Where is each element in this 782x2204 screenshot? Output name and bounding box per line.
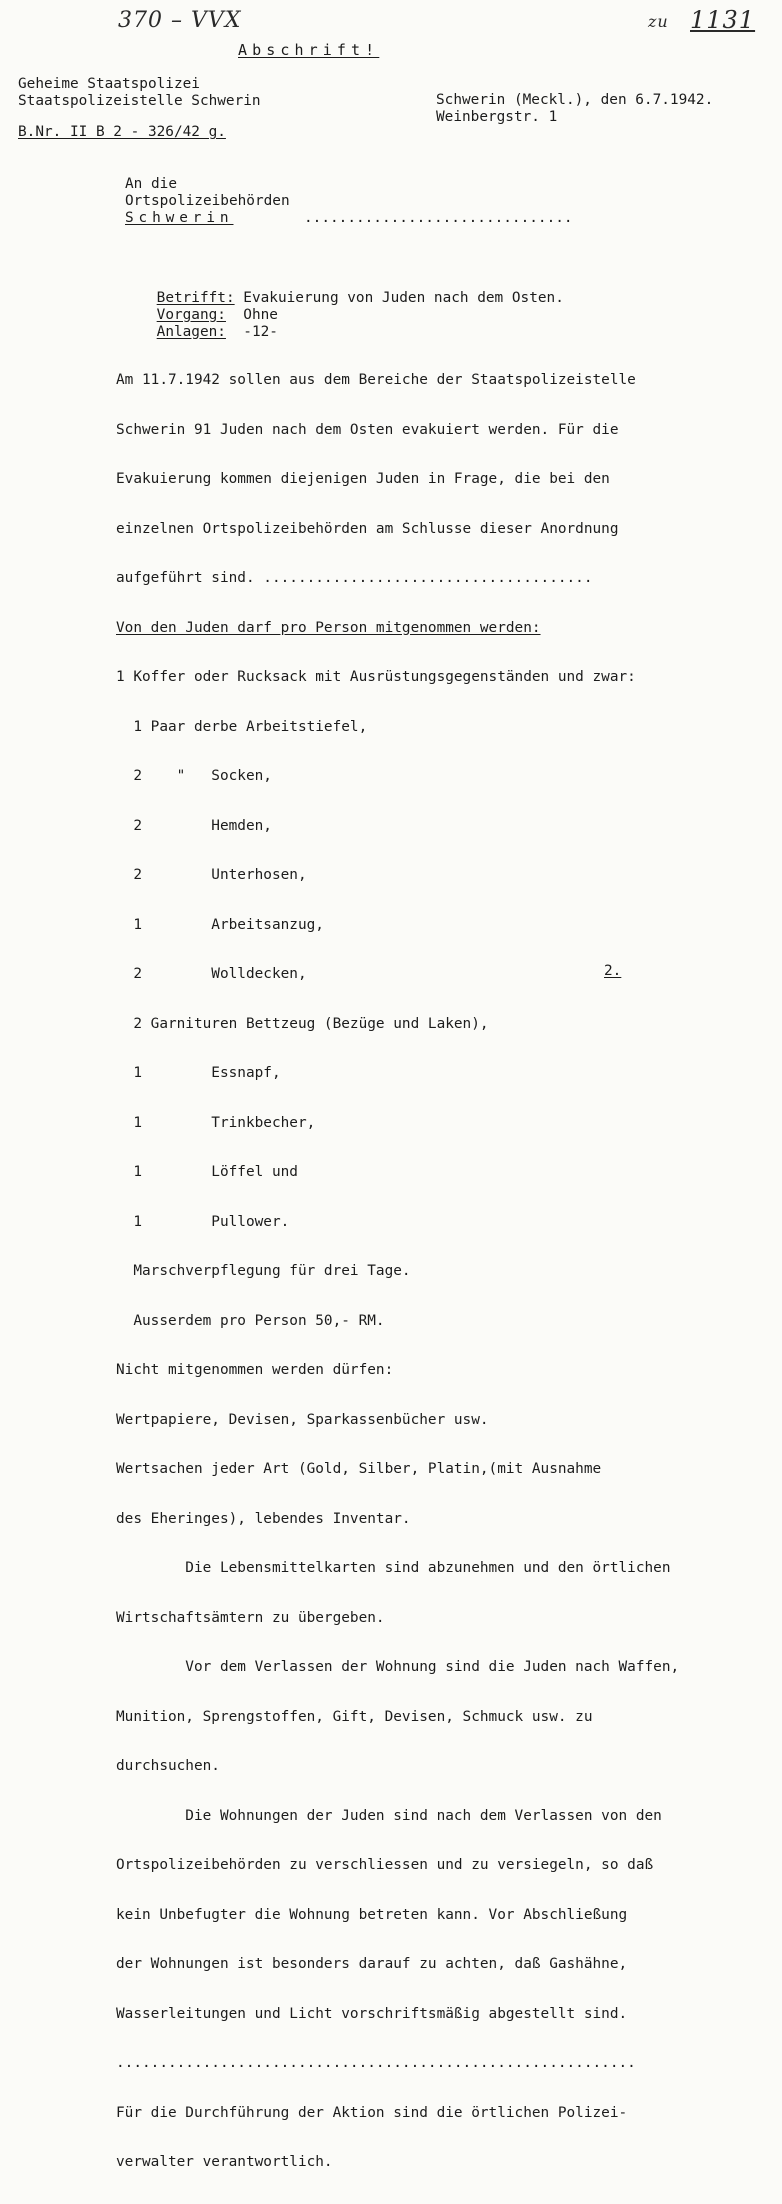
not-allowed-line: Nicht mitgenommen werden dürfen: [116,1362,394,1378]
document-title: Abschrift! [238,41,380,59]
list-item: 1 Koffer oder Rucksack mit Ausrüstungsgegenständen und zwar: [116,669,636,685]
anlagen-label: Anlagen: [156,323,226,340]
ration-cards-line: Wirtschaftsämtern zu übergeben. [116,1609,385,1626]
list-item: 2 Hemden, [116,817,272,834]
reference-number: B.Nr. II B 2 - 326/42 g. [18,124,226,140]
subject-text: Evakuierung von Juden nach dem Osten. [234,289,564,306]
intro-line: Am 11.7.1942 sollen aus dem Bereiche der Staatspolizeistelle [116,372,636,388]
list-item: 1 Löffel und [116,1164,298,1180]
list-item: 1 Essnapf, [116,1065,281,1081]
sender-line-1: Geheime Staatspolizei [18,76,200,92]
handwritten-prefix: zu [648,12,669,31]
sender-line-2: Staatspolizeistelle Schwerin [18,93,261,109]
seal-line: Die Wohnungen der Juden sind nach dem Verlassen von den [116,1807,662,1824]
page-continuation: 2. [604,963,622,979]
search-line: durchsuchen. [116,1758,220,1774]
not-allowed-line: des Eheringes), lebendes Inventar. [116,1510,411,1527]
search-line: Vor dem Verlassen der Wohnung sind die Juden nach Waffen, [116,1659,680,1675]
list-item: 1 Paar derbe Arbeitstiefel, [116,718,368,735]
list-item: 2 Unterhosen, [116,867,307,883]
closing-line: Für die Durchführung der Aktion sind die örtlichen Polizei- [116,2104,628,2121]
vorgang-label: Vorgang: [156,306,226,323]
intro-line: Schwerin 91 Juden nach dem Osten evakuiert werden. Für die [116,421,619,438]
closing-line: verwalter verantwortlich. [116,2154,333,2170]
ration-cards-line: Die Lebensmittelkarten sind abzunehmen und den örtlichen [116,1560,671,1576]
separator-dots: ............................................................ [116,2055,636,2071]
letter-body [116,339,679,2204]
list-item: 2 " Socken, [116,768,272,784]
seal-line: der Wohnungen ist besonders darauf zu achten, daß Gashähne, [116,1956,628,1972]
seal-line: Ortspolizeibehörden zu verschliessen und zu versiegeln, so daß [116,1857,654,1873]
list-item: 2 Garnituren Bettzeug (Bezüge und Laken), [116,1015,489,1032]
seal-line: Wasserleitungen und Licht vorschriftsmäßig abgestellt sind. [116,2005,628,2022]
not-allowed-line: Wertpapiere, Devisen, Sparkassenbücher usw. [116,1411,489,1428]
list-item: 1 Pullower. [116,1213,290,1230]
list-item: 1 Trinkbecher, [116,1114,316,1131]
intro-line: Evakuierung kommen diejenigen Juden in Frage, die bei den [116,471,610,487]
not-allowed-line: Wertsachen jeder Art (Gold, Silber, Platin,(mit Ausnahme [116,1461,602,1477]
anlagen-text: -12- [225,323,278,340]
intro-line: einzelnen Ortspolizeibehörden am Schlusse dieser Anordnung [116,520,619,537]
handwritten-page-number: 1131 [690,6,756,34]
place-date-line-1: Schwerin (Meckl.), den 6.7.1942. [436,92,714,108]
recipient-line-2: Ortspolizeibehörden [125,193,290,209]
list-item: Ausserdem pro Person 50,- RM. [116,1312,385,1329]
seal-line: kein Unbefugter die Wohnung betreten kann. Vor Abschließung [116,1906,628,1923]
vorgang-text: Ohne [225,306,278,323]
list-item: 2 Wolldecken, [116,966,307,982]
list-item: 1 Arbeitsanzug, [116,916,324,933]
recipient-city: Schwerin [125,210,234,226]
handwritten-archive-number: 370 – VVX [118,8,242,33]
list-item: Marschverpflegung für drei Tage. [116,1263,411,1279]
intro-line: aufgeführt sind. ...................................... [116,570,593,586]
search-line: Munition, Sprengstoffen, Gift, Devisen, Schmuck usw. zu [116,1708,593,1725]
recipient-line-1: An die [125,176,177,192]
subject-label: Betrifft: [156,289,235,306]
recipient-dots: ............................... [304,210,573,226]
place-date-line-2: Weinbergstr. 1 [436,109,558,125]
list-heading: Von den Juden darf pro Person mitgenommen werden: [116,619,541,636]
